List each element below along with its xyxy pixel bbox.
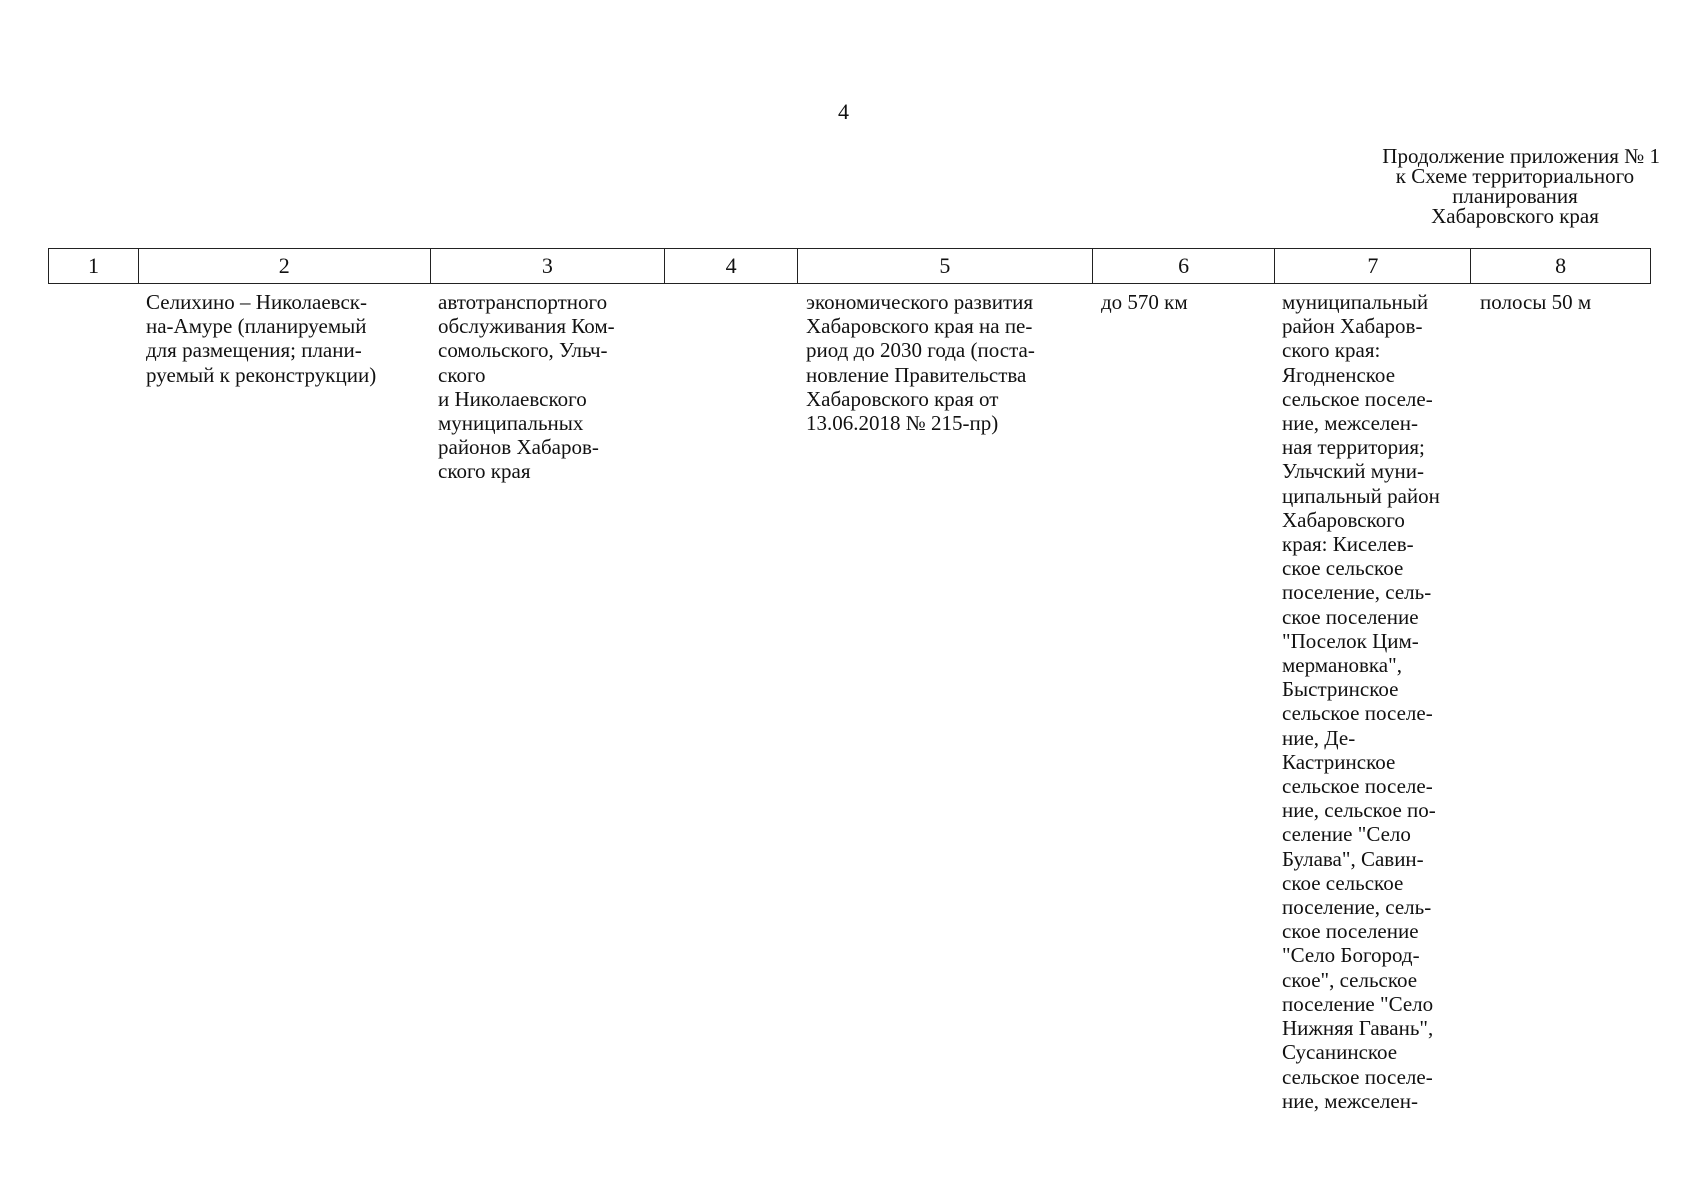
appendix-caption-line: Продолжение приложения № 1 (1382, 144, 1660, 168)
table-header-cell: 4 (665, 249, 798, 283)
appendix-caption-line: планирования (1452, 184, 1578, 208)
table-header-cell: 3 (431, 249, 666, 283)
appendix-caption (1300, 146, 1660, 226)
table-cell: до 570 км (1101, 290, 1188, 314)
table-cell (48, 290, 138, 1113)
table-cell: муниципальный район Хабаров- ского края: Ягодненское сельское поселе- ние, межселен- ная территория; Ульчский муни- ципальный район Хабаровского края: Киселев- ское сельское поселение, сель- ское поселение "Поселок Цим- мермановка", Быстринское сельское поселе- ние, Де- Кастринское сельское поселе- ние, сельское по- селение "Село Булава", Савин- ское сельское поселение, сель- ское поселение "Село Богород- ское", сельское поселение "Село Нижняя Гавань", Сусанинское сельское поселе- ние, межселен- (1282, 290, 1440, 1113)
table-cell: Селихино – Николаевск- на-Амуре (планируемый для размещения; плани- руемый к реконструкции) (146, 290, 377, 387)
table-cell: полосы 50 м (1480, 290, 1592, 314)
table-header-cell: 1 (49, 249, 139, 283)
table-cell: автотранспортного обслуживания Ком- сомольского, Ульч- ского и Николаевского муниципальных районов Хабаров- ского края (438, 290, 615, 484)
table-header-cell: 8 (1555, 253, 1567, 278)
table-header-cell: 7 (1275, 249, 1471, 283)
table-header-row (48, 248, 1651, 284)
table-header-cell: 6 (1093, 249, 1276, 283)
table-cell (665, 290, 798, 1113)
table-row (48, 290, 1651, 1113)
table-cell: экономического развития Хабаровского края на пе- риод до 2030 года (поста- новление Правительства Хабаровского края от 13.06.2018 № 215-пр) (806, 290, 1035, 436)
table-header-cell: 5 (798, 249, 1093, 283)
table-header-cell: 2 (139, 249, 431, 283)
appendix-caption-line: Хабаровского края (1431, 204, 1599, 228)
page-number: 4 (838, 99, 849, 124)
appendix-caption-line: к Схеме территориального (1395, 164, 1635, 188)
